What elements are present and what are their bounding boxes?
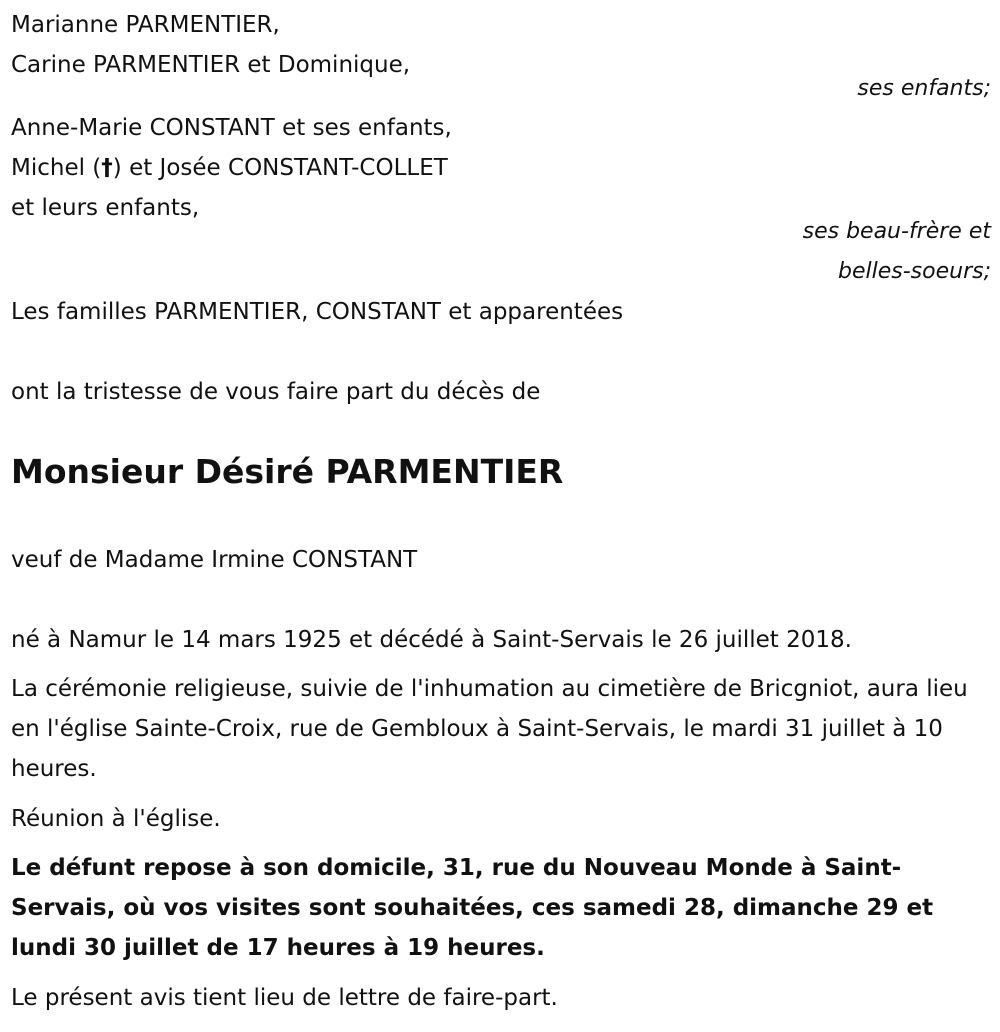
children-line-1: Marianne PARMENTIER, bbox=[11, 12, 280, 38]
widow-of-line: veuf de Madame Irmine CONSTANT bbox=[11, 547, 418, 573]
visits-paragraph: Le défunt repose à son domicile, 31, rue du Nouveau Monde à Saint-Servais, où vos visites sont souhaitées, ces samedi 28, dimanche 29 et lundi 30 juillet de 17 heures à 19 heures. bbox=[11, 855, 934, 961]
children-line-2: Carine PARMENTIER et Dominique, bbox=[11, 52, 411, 78]
inlaws-role-1: ses beau-frère et bbox=[802, 219, 991, 244]
inlaws-line-3: et leurs enfants, bbox=[11, 195, 200, 221]
inlaws-line-1: Anne-Marie CONSTANT et ses enfants, bbox=[11, 115, 452, 141]
children-role: ses enfants; bbox=[857, 76, 991, 101]
inlaws-line-2-post: ) et Josée CONSTANT-COLLET bbox=[112, 155, 448, 181]
intro-line: ont la tristesse de vous faire part du décès de bbox=[11, 379, 541, 405]
inlaws-line-2 bbox=[11, 148, 448, 188]
ceremony-paragraph: La cérémonie religieuse, suivie de l'inhumation au cimetière de Bricgniot, aura lieu en l'église Sainte-Croix, rue de Gembloux à Saint-Servais, le mardi 31 juillet à 10 heures. bbox=[11, 676, 968, 782]
birth-death-line: né à Namur le 14 mars 1925 et décédé à Saint-Servais le 26 juillet 2018. bbox=[11, 627, 852, 653]
notice-line: Le présent avis tient lieu de lettre de faire-part. bbox=[11, 985, 558, 1011]
families-line: Les familles PARMENTIER, CONSTANT et apparentées bbox=[11, 299, 624, 325]
inlaws-role-2: belles-soeurs; bbox=[838, 259, 991, 284]
meeting-line: Réunion à l'église. bbox=[11, 806, 221, 832]
deceased-name: Monsieur Désiré PARMENTIER bbox=[11, 452, 564, 491]
cross-icon: † bbox=[101, 155, 113, 181]
inlaws-line-2-pre: Michel ( bbox=[11, 155, 102, 181]
